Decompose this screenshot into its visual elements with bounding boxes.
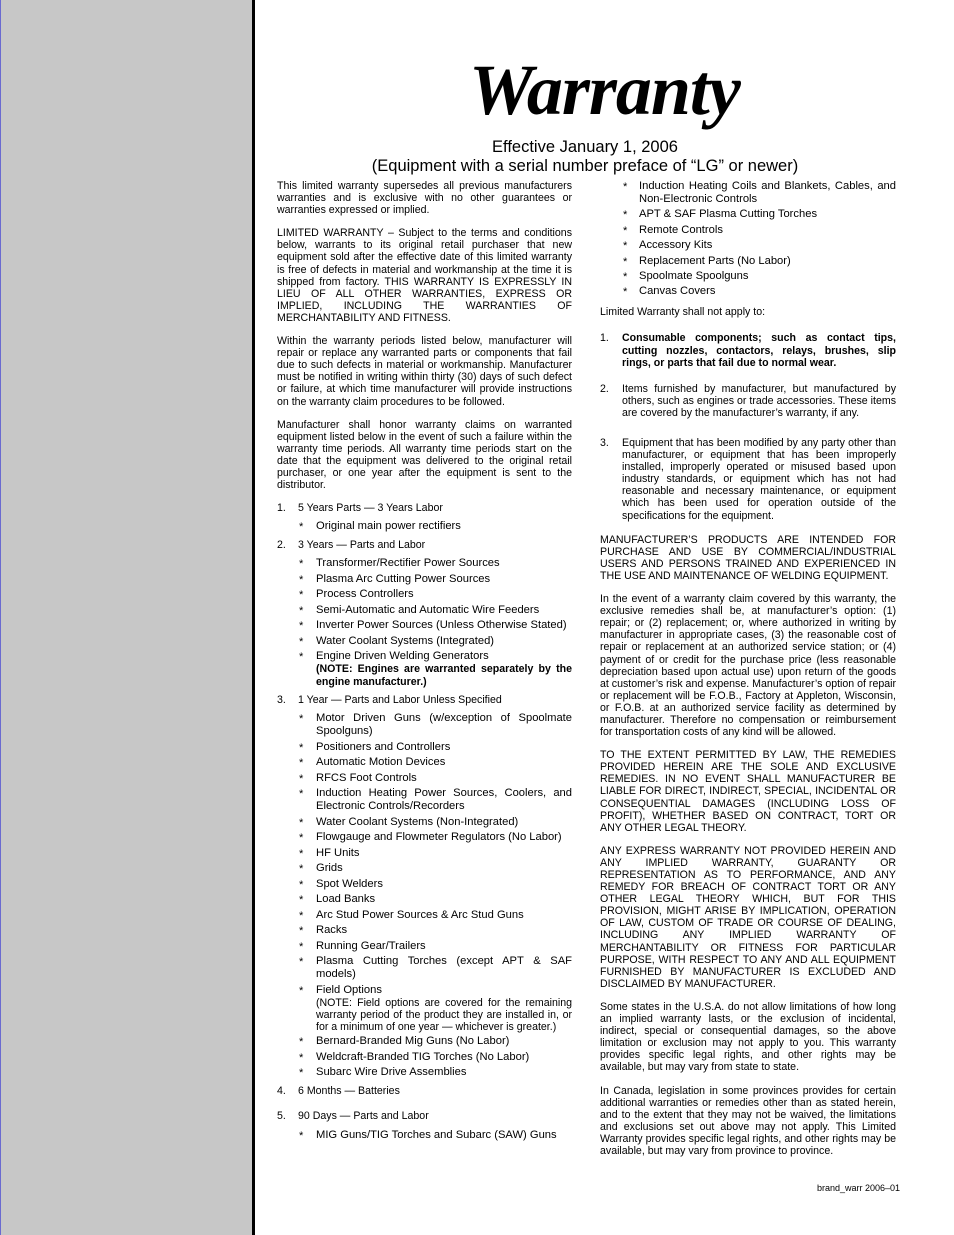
list-item-text: Remote Controls (639, 223, 723, 236)
list-item-text: Engine Driven Welding Generators (316, 650, 489, 663)
bullet-star: * (623, 286, 628, 299)
remedies-paragraph: In the event of a warranty claim covered by this warranty, the exclusive remedies shall be, at manufacturer’s option: (1) repair; or (2) replacement; or, where authorized in writing by manufacturer in appropriate cases, (3) the reasonable cost of repair or replacement at an authorized service station; or (4) payment of or credit for the purchase price (less reasonable depreciation based upon actual use) upon return of the goods at customer’s risk and expense. Manufacturer’s option of repair or replacement will be F.O.B., Factory at Appleton, Wisconsin, or F.O.B. at an authorized service facility as determined by manufacturer. Therefore no compensation or reimbursement for transportation costs of any kind will be allowed. (600, 593, 896, 739)
list-item-text: Inverter Power Sources (Unless Otherwise Stated) (316, 619, 567, 632)
covered-equipment-item (277, 1066, 572, 1079)
list-item-text: Water Coolant Systems (Integrated) (316, 634, 495, 647)
engine-note: (NOTE: Engines are warranted separately by the engine manufacturer.) (316, 663, 572, 688)
bullet-star: * (299, 1051, 304, 1064)
bullet-star: * (299, 984, 304, 997)
bullet-star: * (299, 558, 304, 571)
canada-paragraph: In Canada, legislation in some provinces provides for certain additional warranties or remedies other than as stated herein, and to the extent that they may not be waived, the limitations and exclusions set out above may not apply. This Limited Warranty provides specific legal rights, and other rights may be available, but may vary from province to province. (600, 1084, 896, 1157)
exclusion-item (600, 437, 896, 522)
list-item-text: Induction Heating Power Sources, Coolers, and Electronic Controls/Recorders (316, 787, 572, 813)
warranty-period-label: 3 Years — Parts and Labor (298, 539, 426, 552)
list-item-text: Weldcraft-Branded TIG Torches (No Labor) (316, 1050, 530, 1063)
covered-equipment-item (277, 588, 572, 601)
serial-preface-note: (Equipment with a serial number preface of “LG” or newer) (371, 157, 799, 175)
covered-equipment-item (277, 787, 572, 813)
bullet-star: * (299, 925, 304, 938)
exclusion-item (600, 332, 896, 368)
document-code: brand_warr 2006–01 (816, 1183, 900, 1193)
list-item-text: Positioners and Controllers (316, 740, 451, 753)
bullet-star: * (299, 894, 304, 907)
covered-equipment-item (600, 224, 896, 237)
bullet-star: * (299, 620, 304, 633)
list-item-text: Subarc Wire Drive Assemblies (316, 1066, 467, 1079)
bullet-star: * (299, 1036, 304, 1049)
list-item-text: Water Coolant Systems (Non-Integrated) (316, 815, 519, 828)
list-item-text: Original main power rectifiers (316, 520, 461, 533)
bullet-star: * (299, 521, 304, 534)
bullet-star: * (623, 255, 628, 268)
exclusions-list (600, 332, 896, 521)
warranty-period-item (277, 694, 572, 706)
bullet-star: * (623, 224, 628, 237)
bullet-star: * (299, 589, 304, 602)
intro-paragraph: This limited warranty supersedes all previous manufacturers warranties and is exclusive with no other guarantees or warranties expressed or implied. (277, 180, 572, 217)
warranty-period-label: 5 Years Parts — 3 Years Labor (298, 502, 443, 515)
covered-equipment-item (600, 270, 896, 283)
list-item-text: Transformer/Rectifier Power Sources (316, 557, 500, 570)
list-item-text: Automatic Motion Devices (316, 756, 446, 769)
covered-equipment-item (277, 557, 572, 570)
item-number: 1. (600, 332, 609, 345)
covered-equipment-item (600, 239, 896, 252)
left-column (277, 180, 572, 1148)
bullet-star: * (623, 181, 628, 193)
item-number: 3. (600, 437, 609, 449)
covered-equipment-item (277, 878, 572, 891)
bullet-star: * (299, 788, 304, 801)
list-item-text: Induction Heating Coils and Blankets, Cables, and Non-Electronic Controls (639, 180, 896, 205)
covered-equipment-item (277, 909, 572, 922)
bullet-star: * (299, 573, 304, 586)
covered-equipment-list (277, 1129, 572, 1142)
list-item-text: Flowgauge and Flowmeter Regulators (No Labor) (316, 831, 562, 844)
covered-equipment-list (277, 712, 572, 1079)
bullet-star: * (623, 240, 628, 253)
list-item-text: Racks (316, 924, 348, 937)
list-item-text: Semi-Automatic and Automatic Wire Feeders (316, 603, 540, 616)
liability-paragraph: TO THE EXTENT PERMITTED BY LAW, THE REMEDIES PROVIDED HEREIN ARE THE SOLE AND EXCLUSIVE REMEDIES. IN NO EVENT SHALL MANUFACTURER BE LIABLE FOR DIRECT, INDIRECT, SPECIAL, INCIDENTAL OR CONSEQUENTIAL DAMAGES (INCLUDING LOSS OF PROFIT), WHETHER BASED ON CONTRACT, TORT OR ANY OTHER LEGAL THEORY. (600, 749, 896, 834)
covered-equipment-item (277, 893, 572, 906)
covered-equipment-item (277, 772, 572, 785)
covered-equipment-item (277, 862, 572, 875)
bullet-star: * (299, 1129, 304, 1142)
covered-equipment-list (277, 520, 572, 533)
list-item-text: Running Gear/Trailers (316, 939, 426, 952)
bullet-star: * (299, 1067, 304, 1080)
right-column (600, 180, 896, 1168)
list-item-text: Canvas Covers (639, 285, 716, 298)
bullet-star: * (299, 713, 304, 726)
claims-paragraph: Manufacturer shall honor warranty claims on warranted equipment listed below in the event of such a failure within the warranty time periods. All warranty time periods start on the date that the equipment was delivered to the original retail purchaser, or one year after the equipment is sent to the distributor. (277, 418, 572, 492)
bullet-star: * (299, 909, 304, 922)
bullet-star: * (623, 209, 628, 222)
list-item-text: Replacement Parts (No Labor) (639, 254, 791, 267)
continued-items-list (600, 180, 896, 298)
covered-equipment-item (277, 520, 572, 533)
bullet-star: * (623, 270, 628, 283)
exclusion-item (600, 383, 896, 419)
covered-equipment-list (277, 557, 572, 688)
limited-warranty-paragraph: LIMITED WARRANTY – Subject to the terms and conditions below, warrants to its original retail purchaser that new equipment sold after the effective date of this limited warranty is free of defects in material and workmanship at the time it is shipped from factory. THIS WARRANTY IS EXPRESSLY IN LIEU OF ALL OTHER WARRANTIES, EXPRESS OR IMPLIED, INCLUDING THE WARRANTIES OF MERCHANTABILITY AND FITNESS. (277, 227, 572, 324)
list-item-text: Accessory Kits (639, 239, 713, 252)
list-item-text: Process Controllers (316, 588, 414, 601)
list-item-text: Grids (316, 862, 343, 875)
covered-equipment-item (600, 285, 896, 298)
list-item-text: Bernard-Branded Mig Guns (No Labor) (316, 1035, 510, 1048)
item-number: 2. (277, 539, 286, 552)
covered-equipment-item (277, 635, 572, 648)
bullet-star: * (299, 604, 304, 617)
list-item-text: Spot Welders (316, 877, 383, 890)
intended-use-paragraph: MANUFACTURER’S PRODUCTS ARE INTENDED FOR PURCHASE AND USE BY COMMERCIAL/INDUSTRIAL USERS AND PERSONS TRAINED AND EXPERIENCED IN THE USE AND MAINTENANCE OF WELDING EQUIPMENT. (600, 533, 896, 582)
covered-equipment-item (277, 712, 572, 738)
bullet-star: * (299, 651, 304, 664)
covered-equipment-item (600, 208, 896, 221)
bullet-star: * (299, 832, 304, 845)
covered-equipment-item (277, 741, 572, 754)
covered-equipment-item (600, 180, 896, 206)
covered-equipment-item (277, 847, 572, 860)
covered-equipment-item (277, 756, 572, 769)
sidebar-divider (252, 0, 255, 1235)
warranty-period-label: 1 Year — Parts and Labor Unless Specified (298, 693, 502, 706)
list-item-text: Load Banks (316, 893, 376, 906)
covered-equipment-item (277, 619, 572, 632)
bullet-star: * (299, 772, 304, 785)
bullet-star: * (299, 757, 304, 770)
list-item-text: Field Options (316, 983, 382, 996)
list-item-text: Motor Driven Guns (w/exception of Spoolmate Spoolguns) (316, 712, 572, 738)
us-states-paragraph: Some states in the U.S.A. do not allow limitations of how long an implied warranty lasts, or the exclusion of incidental, indirect, special or consequential damages, so the above limitation or exclusion may not apply to you. This warranty provides specific legal rights, and other rights may be available, but may vary from state to state. (600, 1000, 896, 1074)
covered-equipment-item (277, 1035, 572, 1048)
warranty-period-label: 90 Days — Parts and Labor (298, 1110, 429, 1123)
covered-equipment-item (277, 573, 572, 586)
list-item-text: Spoolmate Spoolguns (639, 269, 749, 282)
list-item-text: APT & SAF Plasma Cutting Torches (639, 208, 818, 221)
warranty-period-item (277, 1110, 572, 1122)
covered-equipment-item (277, 924, 572, 937)
warranty-period-item (277, 502, 572, 514)
repair-paragraph: Within the warranty periods listed below, manufacturer will repair or replace any warranted parts or components that fail due to such defects in material or workmanship. Manufacturer must be notified in writing within thirty (30) days of such defect or failure, at which time manufacturer will provide instructions on the warranty claim procedures to be followed. (277, 335, 572, 408)
bullet-star: * (299, 940, 304, 953)
covered-equipment-item (277, 1129, 572, 1142)
bullet-star: * (299, 741, 304, 754)
bullet-star: * (299, 847, 304, 860)
bullet-star: * (299, 956, 304, 969)
covered-equipment-item (277, 831, 572, 844)
item-number: 5. (277, 1110, 286, 1123)
not-apply-heading: Limited Warranty shall not apply to: (600, 306, 766, 319)
list-item-text: RFCS Foot Controls (316, 771, 417, 784)
exclusion-text: Consumable components; such as contact tips, cutting nozzles, contactors, relays, brushes, slip rings, or parts that fail due to normal wear. (622, 332, 896, 369)
warranty-period-label: 6 Months — Batteries (298, 1085, 400, 1098)
covered-equipment-item (277, 940, 572, 953)
list-item-text: Arc Stud Power Sources & Arc Stud Guns (316, 908, 524, 921)
warranty-period-item (277, 1085, 572, 1097)
sidebar-panel (0, 0, 252, 1235)
item-number: 1. (277, 502, 286, 515)
page-title: Warranty (469, 50, 740, 130)
bullet-star: * (299, 863, 304, 876)
field-options-note: (NOTE: Field options are covered for the remaining warranty period of the product they are installed in, or for a minimum of one year — whichever is greater.) (316, 996, 572, 1033)
list-item-text: Plasma Cutting Torches (except APT & SAF models) (316, 955, 572, 981)
exclusion-text: Items furnished by manufacturer, but manufactured by others, such as engines or trade accessories. These items are covered by the manufacturer’s warranty, if any. (622, 382, 896, 419)
covered-equipment-item (277, 955, 572, 981)
covered-equipment-item (277, 604, 572, 617)
covered-equipment-item (277, 816, 572, 829)
bullet-star: * (299, 635, 304, 648)
bullet-star: * (299, 878, 304, 891)
item-number: 4. (277, 1085, 286, 1098)
covered-equipment-item (277, 650, 572, 688)
bullet-star: * (299, 816, 304, 829)
disclaimer-paragraph: ANY EXPRESS WARRANTY NOT PROVIDED HEREIN AND ANY IMPLIED WARRANTY, GUARANTY OR REPRESENTATION AS TO PERFORMANCE, AND ANY REMEDY FOR BREACH OF CONTRACT TORT OR ANY OTHER LEGAL THEORY WHICH, BUT FOR THIS PROVISION, MIGHT ARISE BY IMPLICATION, OPERATION OF LAW, CUSTOM OF TRADE OR COURSE OF DEALING, INCLUDING ANY IMPLIED WARRANTY OF MERCHANTABILITY OR FITNESS FOR PARTICULAR PURPOSE, WITH RESPECT TO ANY AND ALL EQUIPMENT FURNISHED BY MANUFACTURER IS EXCLUDED AND DISCLAIMED BY MANUFACTURER. (600, 844, 896, 990)
warranty-periods-list (277, 502, 572, 1141)
item-number: 3. (277, 693, 286, 706)
item-number: 2. (600, 382, 609, 395)
list-item-text: MIG Guns/TIG Torches and Subarc (SAW) Guns (316, 1128, 557, 1141)
warranty-period-item (277, 539, 572, 551)
covered-equipment-item (600, 255, 896, 268)
effective-date: Effective January 1, 2006 (492, 138, 678, 156)
exclusion-text: Equipment that has been modified by any party other than manufacturer, or equipment that has been improperly installed, improperly operated or misused based upon industry standards, or equipment which has not had reasonable and necessary maintenance, or equipment which has been used for operation outside of the specifications for the equipment. (622, 437, 896, 522)
list-item-text: HF Units (316, 846, 360, 859)
list-item-text: Plasma Arc Cutting Power Sources (316, 572, 491, 585)
covered-equipment-item (277, 1051, 572, 1064)
covered-equipment-item (277, 984, 572, 1033)
